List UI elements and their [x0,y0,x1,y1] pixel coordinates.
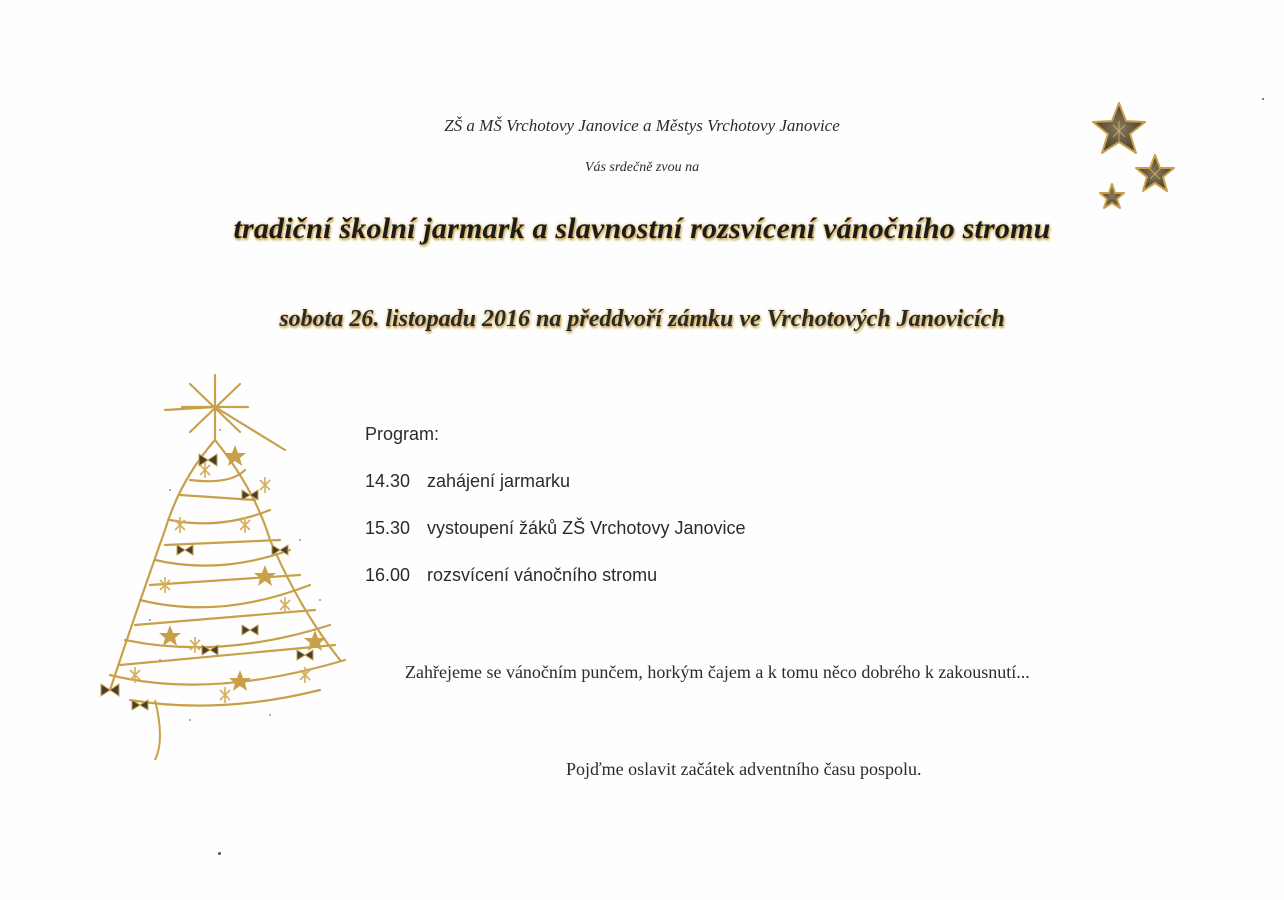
invite-line: Vás srdečně zvou na [584,160,700,175]
program-item [365,471,746,493]
program-item [365,565,746,587]
program-time: 14.30 [365,471,411,491]
program-section [365,424,746,612]
program-time: 16.00 [365,565,411,585]
program-activity: rozsvícení vánočního stromu [427,565,658,585]
program-heading: Program: [365,424,440,444]
program-time: 15.30 [365,518,411,538]
scan-speck [218,852,221,855]
closing-text-refreshments: Zahřejeme se vánočním punčem, horkým čajem a k tomu něco dobrého k zakousnutí... [405,662,1030,682]
scan-speck [1262,98,1264,100]
program-item [365,518,746,540]
program-activity: vystoupení žáků ZŠ Vrchotovy Janovice [427,518,746,538]
event-title: tradiční školní jarmark a slavnostní rozsvícení vánočního stromu [233,212,1051,245]
program-activity: zahájení jarmarku [427,471,571,491]
closing-text-advent: Pojďme oslavit začátek adventního času pospolu. [566,759,922,779]
organizers-line: ZŠ a MŠ Vrchotovy Janovice a Městys Vrchotovy Janovice [444,116,840,135]
christmas-tree-illustration [70,370,370,770]
event-date: sobota 26. listopadu 2016 na předdvoří zámku ve Vrchotových Janovicích [279,306,1005,332]
gold-stars-icon [1085,95,1185,220]
